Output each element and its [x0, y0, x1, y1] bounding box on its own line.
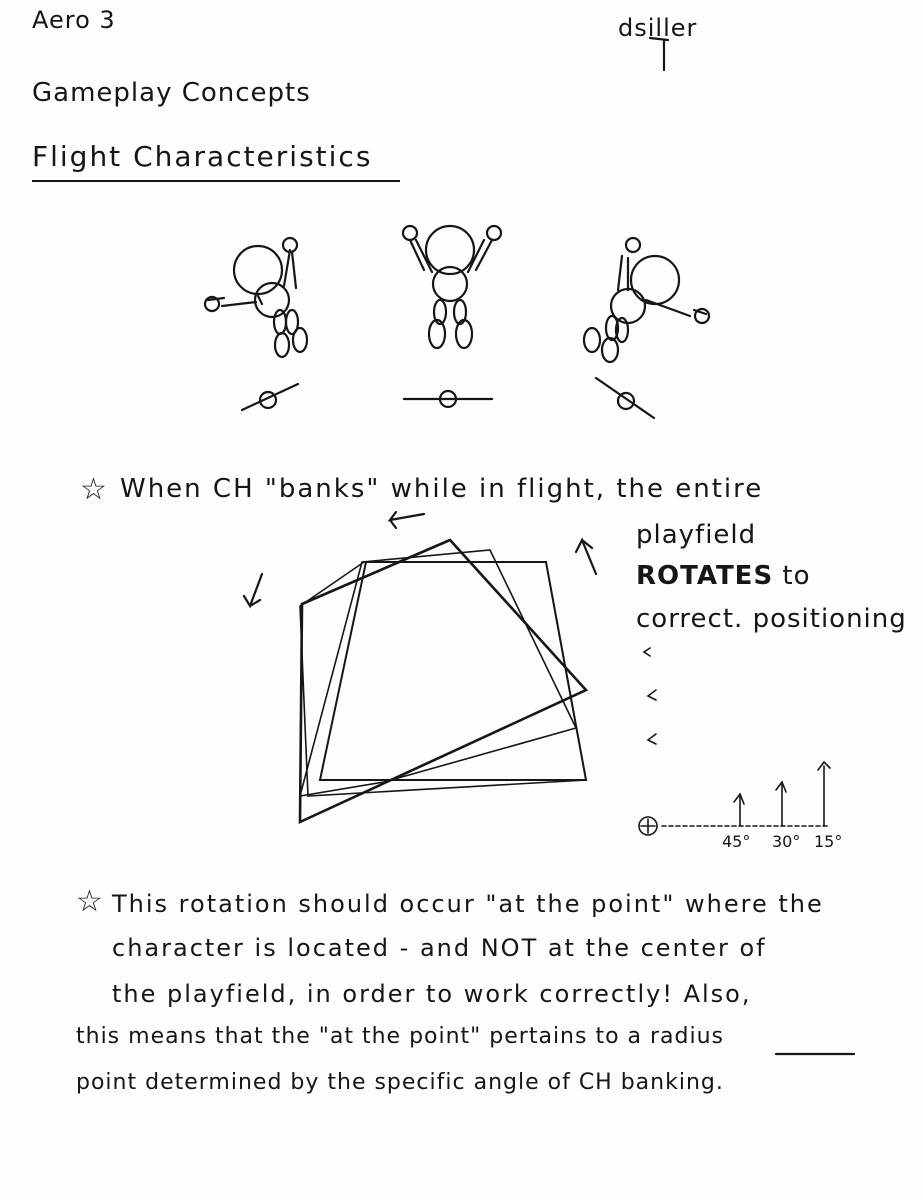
project-title: Aero 3: [32, 6, 116, 34]
angle-label-15: 15°: [814, 832, 843, 851]
bank-indicator-left: [242, 384, 298, 410]
rotates-emphasis: ROTATES: [636, 561, 774, 591]
star-bullet-icon: ☆: [80, 472, 107, 507]
note1-line2: playfield: [636, 520, 757, 550]
note2-line4: this means that the "at the point" pertains to a radius: [76, 1024, 725, 1049]
note2-line3: the playfield, in order to work correctly! Also,: [112, 980, 752, 1008]
bank-indicator-right: [596, 378, 654, 418]
note1-line1: When CH "banks" while in flight, the entire: [120, 474, 764, 504]
note1-line3: [636, 561, 811, 591]
playfield-square-original: [300, 562, 586, 796]
author-signature: dsiller: [618, 14, 698, 42]
note1-line3-rest: to: [773, 561, 811, 591]
rotate-arrow-right: [576, 540, 596, 574]
angle-diagram: [639, 762, 830, 835]
note2-line2: character is located - and NOT at the center of: [112, 934, 767, 962]
angle-label-45: 45°: [722, 832, 751, 851]
signature-flourish: [650, 38, 668, 70]
section-title: Flight Characteristics: [32, 140, 373, 173]
note1-line4: correct. positioning: [636, 604, 907, 634]
star-bullet-icon: ☆: [76, 884, 103, 919]
page-subtitle: Gameplay Concepts: [32, 78, 311, 108]
angle-label-30: 30°: [772, 832, 801, 851]
character-level-figure: [403, 226, 501, 348]
character-bank-left-figure: [205, 238, 307, 357]
tick-marks: [644, 648, 656, 744]
rotate-arrow-left: [244, 574, 262, 606]
note2-line5: point determined by the specific angle of CH banking.: [76, 1070, 724, 1095]
rotate-arrow-top: [390, 512, 424, 528]
note2-line1: This rotation should occur "at the point" where the: [112, 890, 824, 918]
bank-indicator-level: [404, 391, 492, 407]
character-bank-right-figure: [584, 238, 709, 362]
playfield-square-rotated-3: [320, 562, 586, 780]
